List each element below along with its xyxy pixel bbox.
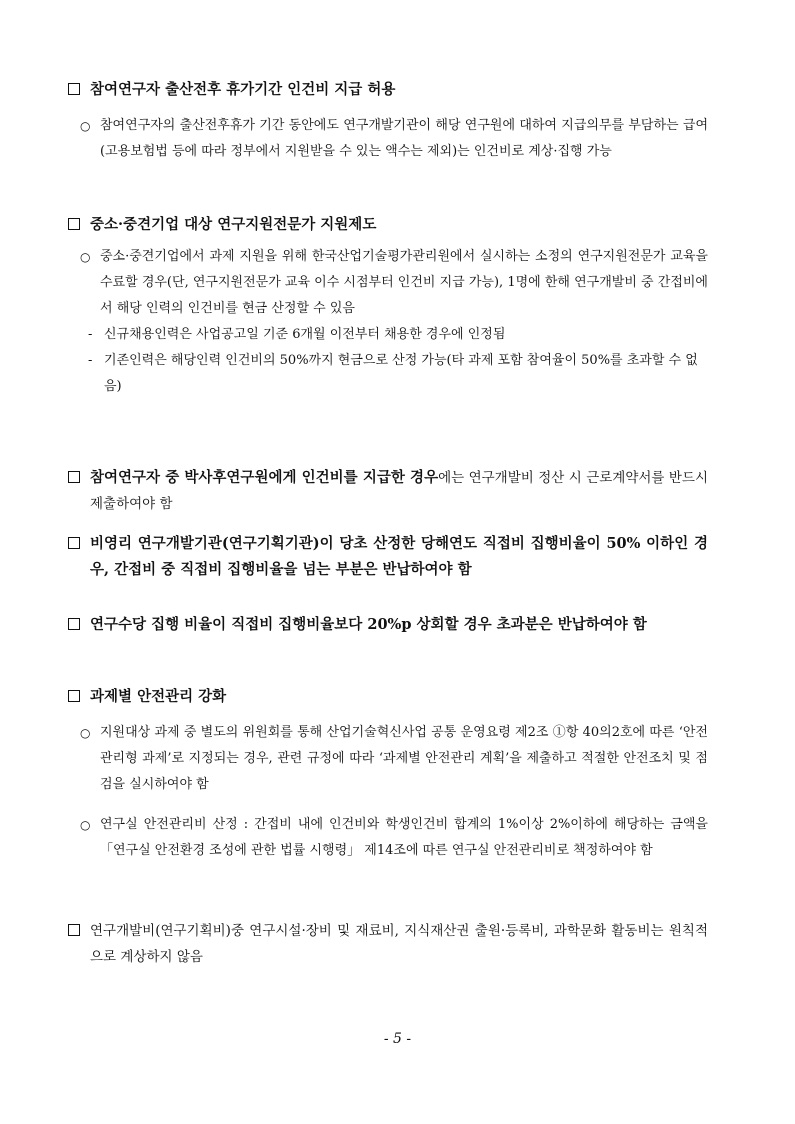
checkbox-square-icon: [68, 537, 80, 549]
checkbox-square-icon: [68, 618, 80, 630]
section-title: 과제별 안전관리 강화: [90, 688, 227, 705]
rest-text: 에는 연구개발비 정산 시 근로계약서를 반드시 제출하여야 함: [90, 470, 708, 512]
dash-text: 신규채용인력은 사업공고일 기준 6개월 이전부터 채용한 경우에 인정됨: [104, 327, 506, 342]
dash-marker: -: [88, 353, 93, 368]
checkbox-square-icon: [68, 471, 80, 483]
section-title: 비영리 연구개발기관(연구기획기관)이 당초 산정한 당해연도 직접비 집행비율이 50% 이하인 경우, 간접비 중 직접비 집행비율을 넘는 부분은 반납하여야 함: [90, 535, 708, 578]
checkbox-square-icon: [68, 218, 80, 230]
bullet-text: 연구실 안전관리비 산정 : 간접비 내에 인건비와 학생인건비 합계의 1%이상 2%이하에 해당하는 금액을 「연구실 안전환경 조성에 관한 법률 시행령」 제14조에 따른 연구실 안전관리비로 책정하여야 함: [100, 817, 708, 858]
checkbox-square-icon: [68, 924, 80, 936]
section-postdoc-contract: [68, 465, 708, 517]
page-number: - 5 -: [383, 1031, 412, 1047]
bullet-text: 중소·중견기업에서 과제 지원을 위해 한국산업기술평가관리원에서 실시하는 소정의 연구지원전문가 교육을 수료할 경우(단, 연구지원전문가 교육 이수 시점부터 인건비 지급 가능), 1명에 한해 연구개발비 중 간접비에서 해당 인력의 인건비를 현금 산정할 수 있음: [100, 249, 708, 316]
section-maternity-leave: [68, 77, 708, 165]
section-research-allowance: [68, 612, 708, 638]
section-title: 중소·중견기업 대상 연구지원전문가 지원제도: [90, 216, 377, 233]
checkbox-square-icon: [68, 83, 80, 95]
section-direct-cost-ratio: [68, 531, 708, 583]
bullet-text: 참여연구자의 출산전후휴가 기간 동안에도 연구개발기관이 해당 연구원에 대하여 지급의무를 부담하는 급여(고용보험법 등에 따라 정부에서 지원받을 수 있는 액수는 제외)는 인건비로 계상·집행 가능: [100, 118, 708, 159]
section-title: 연구개발비(연구기획비)중 연구시설·장비 및 재료비, 지식재산권 출원·등록비, 과학문화 활동비는 원칙적으로 계상하지 않음: [90, 923, 708, 965]
section-excluded-costs: [68, 918, 708, 970]
circle-bullet-icon: ○: [80, 726, 91, 740]
bullet-text: 지원대상 과제 중 별도의 위원회를 통해 산업기술혁신사업 공통 운영요령 제2조 ①항 40의2호에 따른 ‘안전관리형 과제’로 지정되는 경우, 관련 규정에 따라 ‘과제별 안전관리 계획’을 제출하고 적절한 안전조치 및 점검을 실시하여야 함: [100, 725, 708, 792]
highlight-text: 참여연구자 중 박사후연구원에게 인건비를 지급한 경우: [90, 469, 439, 486]
circle-bullet-icon: ○: [80, 250, 91, 264]
circle-bullet-icon: ○: [80, 818, 91, 832]
section-title: 참여연구자 출산전후 휴가기간 인건비 지급 허용: [90, 81, 396, 98]
dash-marker: -: [88, 327, 93, 342]
dash-text: 기존인력은 해당인력 인건비의 50%까지 현금으로 산정 가능(타 과제 포함 참여율이 50%를 초과할 수 없음): [104, 353, 698, 394]
section-safety-management: [68, 684, 708, 864]
section-research-support-expert: [68, 212, 708, 400]
circle-bullet-icon: ○: [80, 119, 91, 133]
checkbox-square-icon: [68, 690, 80, 702]
section-title: 연구수당 집행 비율이 직접비 집행비율보다 20%p 상회할 경우 초과분은 반납하여야 함: [90, 616, 647, 633]
